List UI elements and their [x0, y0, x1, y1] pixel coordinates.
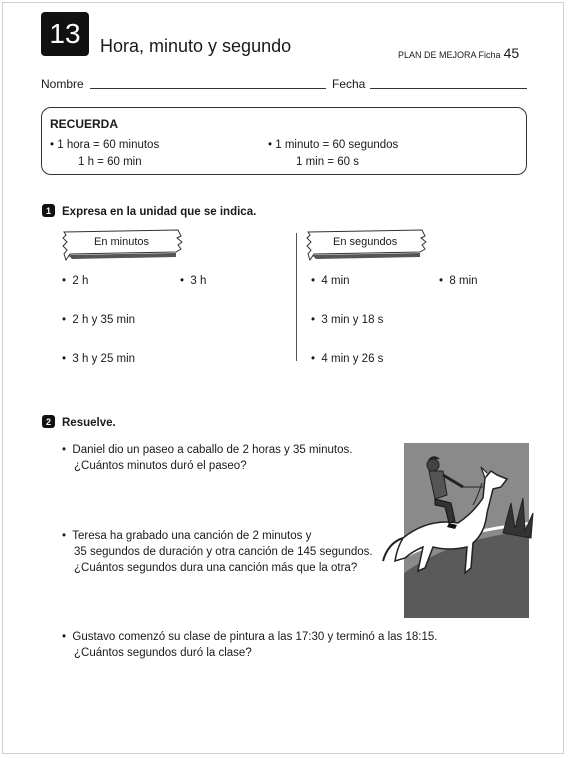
horse-rider-illustration — [373, 443, 543, 618]
page-title: Hora, minuto y segundo — [100, 36, 292, 56]
left-item-3: • 2 h y 35 min — [62, 314, 136, 326]
fecha-field[interactable] — [370, 88, 527, 89]
right-item-1-text: 4 min — [321, 275, 350, 287]
exercise-1-badge: 1 — [42, 204, 55, 217]
recuerda-right-line1-text: 1 minuto = 60 segundos — [275, 139, 399, 151]
right-item-3-text: 3 min y 18 s — [321, 314, 384, 326]
column-divider — [296, 233, 297, 361]
right-item-1: • 4 min — [311, 275, 350, 287]
problem-2-line1-text: Teresa ha grabado una canción de 2 minutos y — [72, 530, 312, 542]
problem-2-line2: 35 segundos de duración y otra canción de 145 segundos. — [74, 546, 373, 558]
banner-en-segundos — [304, 228, 424, 258]
banner-en-minutos-text: En minutos — [94, 236, 150, 248]
problem-2-line1: • Teresa ha grabado una canción de 2 minutos y — [62, 530, 312, 542]
left-item-3-text: 2 h y 35 min — [72, 314, 136, 326]
plan-label — [398, 45, 519, 61]
right-item-2: • 8 min — [439, 275, 478, 287]
exercise-2-instruction: Resuelve. — [62, 417, 116, 429]
problem-1-line1-text: Daniel dio un paseo a caballo de 2 horas y 35 minutos. — [72, 444, 353, 456]
problem-3-line2: ¿Cuántos segundos duró la clase? — [74, 647, 252, 659]
left-item-4-text: 3 h y 25 min — [72, 353, 136, 365]
problem-3-line1: • Gustavo comenzó su clase de pintura a las 17:30 y terminó a las 18:15. — [62, 631, 438, 643]
right-item-2-text: 8 min — [449, 275, 478, 287]
ficha-number: 45 — [503, 45, 520, 61]
recuerda-right-line2: 1 min = 60 s — [296, 156, 359, 168]
problem-1-line2: ¿Cuántos minutos duró el paseo? — [74, 460, 247, 472]
right-item-3: • 3 min y 18 s — [311, 314, 384, 326]
nombre-field[interactable] — [90, 88, 326, 89]
banner-en-minutos — [60, 228, 180, 258]
left-item-2-text: 3 h — [190, 275, 207, 287]
left-item-1: • 2 h — [62, 275, 89, 287]
exercise-1-instruction: Expresa en la unidad que se indica. — [62, 206, 257, 218]
recuerda-left-line1: • 1 hora = 60 minutos — [50, 139, 160, 151]
horse-rider-icon — [373, 443, 543, 618]
left-item-2: • 3 h — [180, 275, 207, 287]
left-item-1-text: 2 h — [72, 275, 89, 287]
recuerda-left-line1-text: 1 hora = 60 minutos — [57, 139, 160, 151]
right-item-4-text: 4 min y 26 s — [321, 353, 384, 365]
banner-en-segundos-text: En segundos — [333, 236, 398, 248]
fecha-label: Fecha — [332, 77, 366, 91]
right-item-4: • 4 min y 26 s — [311, 353, 384, 365]
unit-number-badge: 13 — [41, 12, 89, 56]
recuerda-left-line2: 1 h = 60 min — [78, 156, 142, 168]
left-item-4: • 3 h y 25 min — [62, 353, 136, 365]
nombre-label: Nombre — [41, 77, 84, 91]
ficha-text: Ficha — [478, 50, 501, 60]
recuerda-title: RECUERDA — [50, 117, 119, 131]
problem-3-line1-text: Gustavo comenzó su clase de pintura a las 17:30 y terminó a las 18:15. — [72, 631, 438, 643]
recuerda-right-line1: • 1 minuto = 60 segundos — [268, 139, 399, 151]
plan-text: PLAN DE MEJORA — [398, 50, 477, 60]
problem-2-line3: ¿Cuántos segundos dura una canción más que la otra? — [74, 562, 358, 574]
problem-1-line1: • Daniel dio un paseo a caballo de 2 horas y 35 minutos. — [62, 444, 353, 456]
exercise-2-badge: 2 — [42, 415, 55, 428]
